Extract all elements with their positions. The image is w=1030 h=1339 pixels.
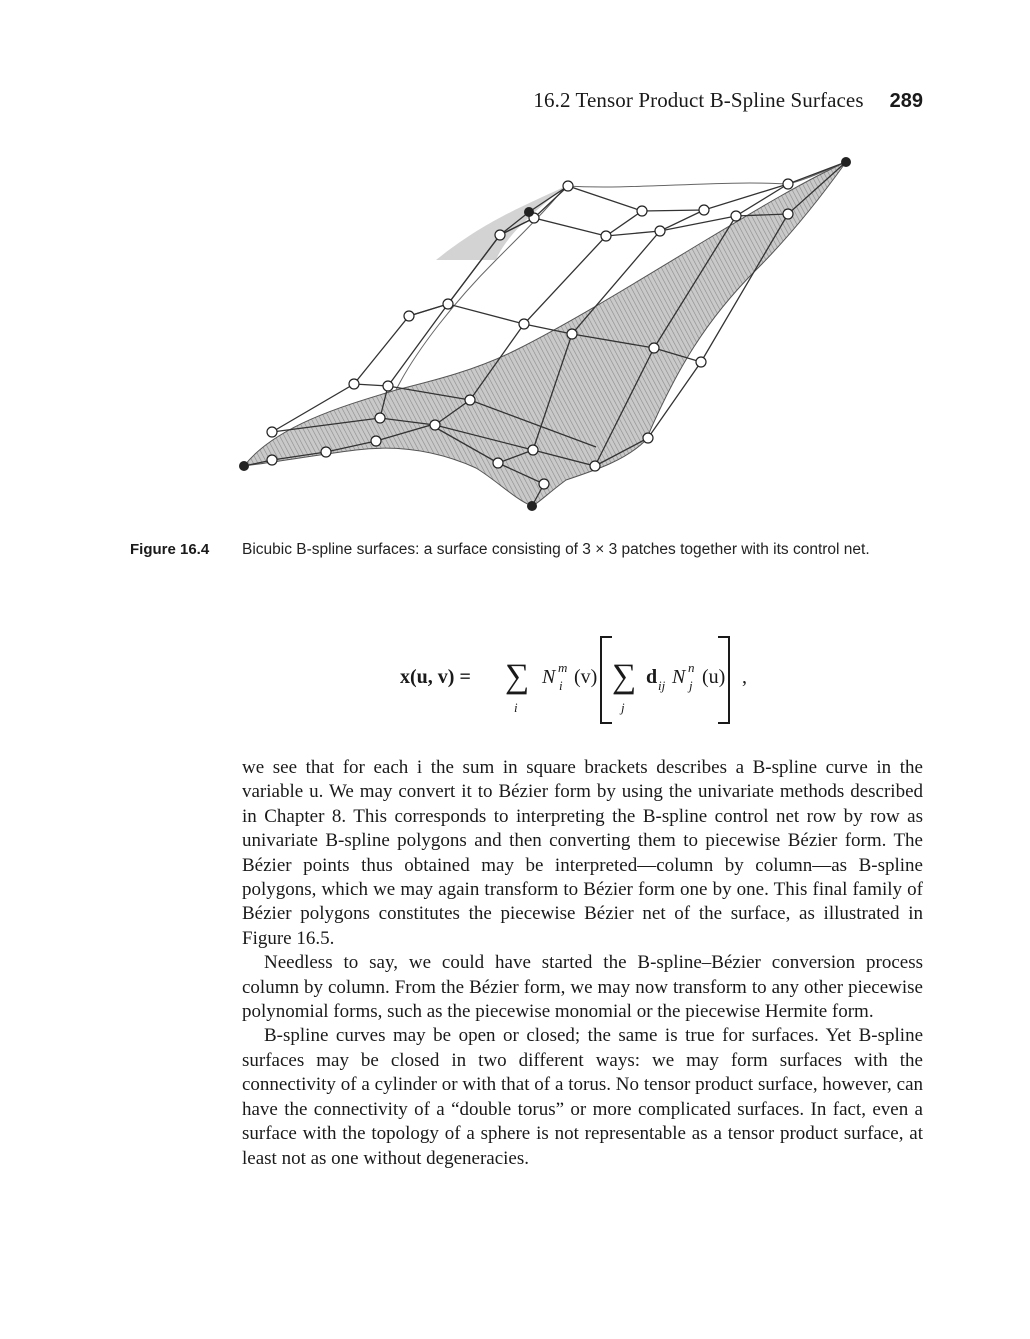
display-equation — [400, 636, 780, 726]
surface-fold-shade — [436, 186, 566, 260]
eq-coef: d — [646, 666, 658, 688]
eq-basis-inner: N — [672, 666, 686, 688]
eq-basis-outer-arg: (v) — [574, 666, 598, 688]
figure-bspline-surface — [236, 150, 856, 515]
eq-right-bracket — [718, 636, 730, 724]
surface-patch — [244, 162, 846, 506]
eq-sum-inner: ∑ — [612, 658, 637, 695]
eq-basis-outer: N — [542, 666, 556, 688]
eq-coef-sub: ij — [658, 678, 666, 693]
surface-illustration — [236, 150, 856, 515]
eq-lhs: x(u, v) = — [400, 666, 471, 688]
eq-basis-inner-sub: j — [689, 678, 693, 693]
eq-sum-index-outer: i — [514, 700, 518, 715]
eq-basis-inner-arg: (u) — [702, 666, 726, 688]
body-text — [242, 756, 923, 1171]
eq-left-bracket — [600, 636, 612, 724]
eq-basis-outer-sup: m — [558, 660, 568, 675]
eq-sum-outer: ∑ — [505, 658, 530, 695]
figure-caption — [130, 538, 923, 561]
paragraph-2: Needless to say, we could have started the B-spline–Bézier conversion process column by column. From the Bézier form, we may now transform to any other piecewise polynomial forms, such as the piecewise monomial or the piecewise Hermite form. — [242, 952, 923, 1023]
eq-trailing-comma: , — [742, 666, 747, 688]
figure-label: Figure 16.4 — [130, 541, 210, 558]
running-head — [240, 88, 923, 120]
section-title: 16.2 Tensor Product B-Spline Surfaces — [533, 88, 864, 112]
paragraph-3: B-spline curves may be open or closed; the same is true for surfaces. Yet B-spline surfaces may be closed in two different ways: we may form surfaces with the connectivity of a cylinder or with that of a torus. No tensor product surface, however, can have the connectivity of a “double torus” or more complicated surfaces. In fact, even a surface with the topology of a sphere is not representable as a tensor product surface, at least not as one without degeneracies. — [242, 1025, 923, 1169]
eq-basis-inner-sup: n — [688, 660, 695, 675]
eq-basis-outer-sub: i — [559, 678, 563, 693]
caption-text: Bicubic B-spline surfaces: a surface consisting of 3 × 3 patches together with its control net. — [242, 541, 870, 558]
page-number: 289 — [889, 90, 923, 112]
eq-sum-index-inner: j — [621, 700, 625, 715]
paragraph-1: we see that for each i the sum in square brackets describes a B-spline curve in the variable u. We may convert it to Bézier form by using the univariate methods described in Chapter 8. This corresponds to interpreting the B-spline control net row by row as univariate B-spline polygons and then converting them to piecewise Bézier form. The Bézier points thus obtained may be interpreted—column by column—as B-spline polygons, which we may again transform to Bézier form one by one. This final family of Bézier polygons constitutes the piecewise Bézier net of the surface, as illustrated in Figure 16.5. — [242, 757, 923, 949]
